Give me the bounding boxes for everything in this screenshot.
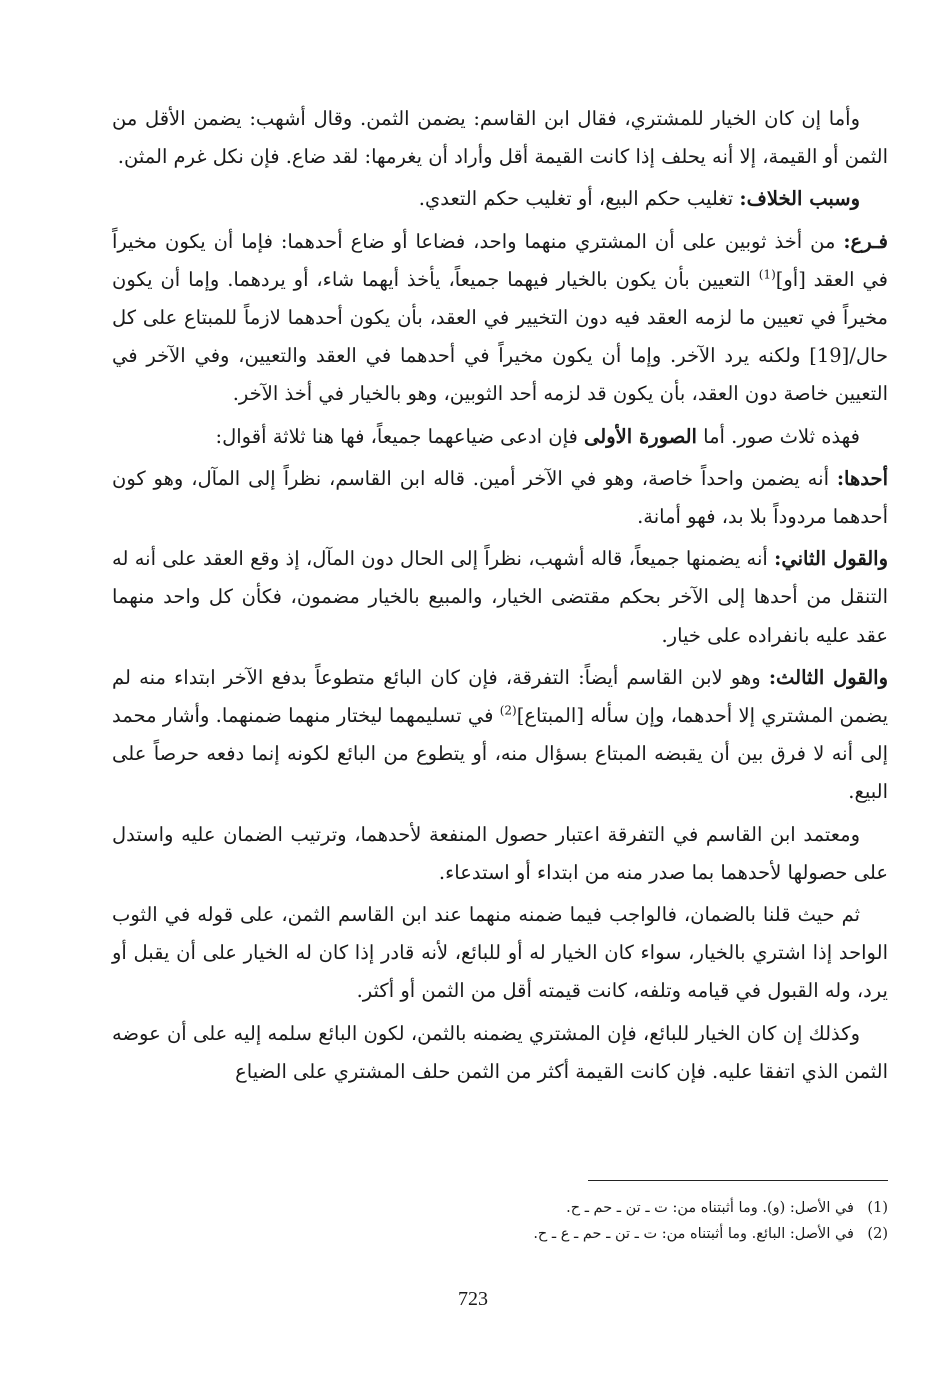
paragraph-first-opinion	[112, 460, 888, 536]
paragraph-body-cont: التعيين بأن يكون بالخيار فيهما جميعاً، يأخذ أيهما شاء، أو يردهما. وإما أن يكون مخيراً في تعيين ما لزمه العقد فيه دون التخيير في العقد، بأن يكون أحدهما لازماً للمبتاع على كل حال/[19] ولكنه يرد الآخر. وإما أن يكون مخيراً في أحدهما في العقد والتعيين، وفي الآخر في التعيين خاصة دون العقد، بأن يكون قد لزمه أحد الثوبين، وهو بالخيار في أخذ الآخر.	[112, 267, 888, 406]
page-body	[112, 100, 888, 1095]
footnote-ref-2: (2)	[499, 703, 517, 718]
paragraph-body-cont: في تسليمهما ليختار منهما ضمنهما. وأشار محمد إلى أنه لا فرق بين أن يقبضه المبتاع بسؤال منه، أو يتطوع من البائع لكونه إنما دفعه حرصاً على البيع.	[112, 704, 888, 804]
paragraph-lead: أحدها:	[836, 466, 888, 490]
footnote-number: (1)	[867, 1200, 888, 1216]
paragraph-lead: وسبب الخلاف:	[739, 187, 860, 211]
paragraph-body-cont: فإن ادعى ضياعهما جميعاً، فها هنا ثلاثة أقوال:	[215, 424, 585, 448]
paragraph-body: أنه يضمنها جميعاً، قاله أشهب، نظراً إلى الحال دون المآل، إذ وقع العقد على أنه له التنقل من أحدها إلى الآخر بحكم مقتضى الخيار، والمبيع بالخيار مضمون، فكأن كل واحد منهما عقد عليه بانفراده على خيار.	[112, 547, 888, 647]
paragraph-three-forms	[112, 418, 888, 456]
paragraph-buyer-option: وأما إن كان الخيار للمشتري، فقال ابن القاسم: يضمن الثمن. وقال أشهب: يضمن الأقل من الثمن أو القيمة، إلا أنه يحلف إذا كانت القيمة أقل وأراد أن يغرمها: لقد ضاع. فإن نكل غرم المثن.	[112, 107, 888, 169]
paragraph-branch	[112, 223, 888, 414]
paragraph-obligation: ثم حيث قلنا بالضمان، فالواجب فيما ضمنه منهما عند ابن القاسم الثمن، على قوله في الثوب الواحد إذا اشتري بالخيار، سواء كان الخيار له أو للبائع، لأنه قادر إذا كان له الخيار على أن يقبل أو يرد، وله القبول في قيامه وتلفه، كانت قيمته أقل من الثمن أو أكثر.	[112, 903, 888, 1003]
footnote-1	[112, 1195, 888, 1221]
page-number: 723	[458, 1288, 488, 1310]
paragraph-body: أنه يضمن واحداً خاصة، وهو في الآخر أمين. قاله ابن القاسم، نظراً إلى المآل، وهو كون أحدهما مردوداً بلا بد، فهو أمانة.	[112, 466, 888, 529]
paragraph-second-opinion	[112, 540, 888, 655]
paragraph-ibn-qasim-basis: ومعتمد ابن القاسم في التفرقة اعتبار حصول المنفعة لأحدهما، وترتيب الضمان عليه واستدل على حصولها لأحدهما بما صدر منه من ابتداء أو استدعاء.	[112, 822, 888, 884]
footnote-text: في الأصل: البائع. وما أثبتناه من: ت ـ تن ـ حم ـ ع ـ ح.	[533, 1226, 854, 1242]
footnotes	[112, 1180, 888, 1247]
footnote-number: (2)	[867, 1226, 888, 1242]
paragraph-lead: والقول الثاني:	[774, 547, 888, 571]
paragraph-body: تغليب حكم البيع، أو تغليب حكم التعدي.	[418, 187, 740, 211]
paragraph-body: فهذه ثلاث صور. أما	[696, 424, 860, 448]
footnote-ref-1: (1)	[758, 267, 776, 282]
footnote-divider	[588, 1180, 888, 1181]
paragraph-lead: والقول الثالث:	[768, 665, 888, 689]
paragraph-lead: فـرع:	[843, 229, 888, 253]
footnote-text: في الأصل: (و). وما أثبتناه من: ت ـ تن ـ حم ـ ح.	[566, 1200, 854, 1216]
paragraph-third-opinion	[112, 659, 888, 812]
paragraph-emphasis: الصورة الأولى	[584, 424, 697, 448]
footnote-2	[112, 1221, 888, 1247]
paragraph-body: من أخذ ثوبين على أن المشتري منهما واحد، فضاعا أو ضاع أحدهما: فإما أن يكون مخيراً في العقد [أو]	[112, 229, 889, 291]
paragraph-reason-of-dispute	[112, 180, 888, 218]
paragraph-body: وهو لابن القاسم أيضاً: التفرقة، فإن كان البائع متطوعاً بدفع الآخر ابتداء منه لم يضمن المشتري إلا أحدهما، وإن سأله [المبتاع]	[112, 665, 888, 728]
paragraph-seller-option: وكذلك إن كان الخيار للبائع، فإن المشتري يضمنه بالثمن، لكون البائع سلمه إليه على أن عوضه الثمن الذي اتفقا عليه. فإن كانت القيمة أكثر من الثمن حلف المشتري على الضياع	[112, 1021, 888, 1083]
